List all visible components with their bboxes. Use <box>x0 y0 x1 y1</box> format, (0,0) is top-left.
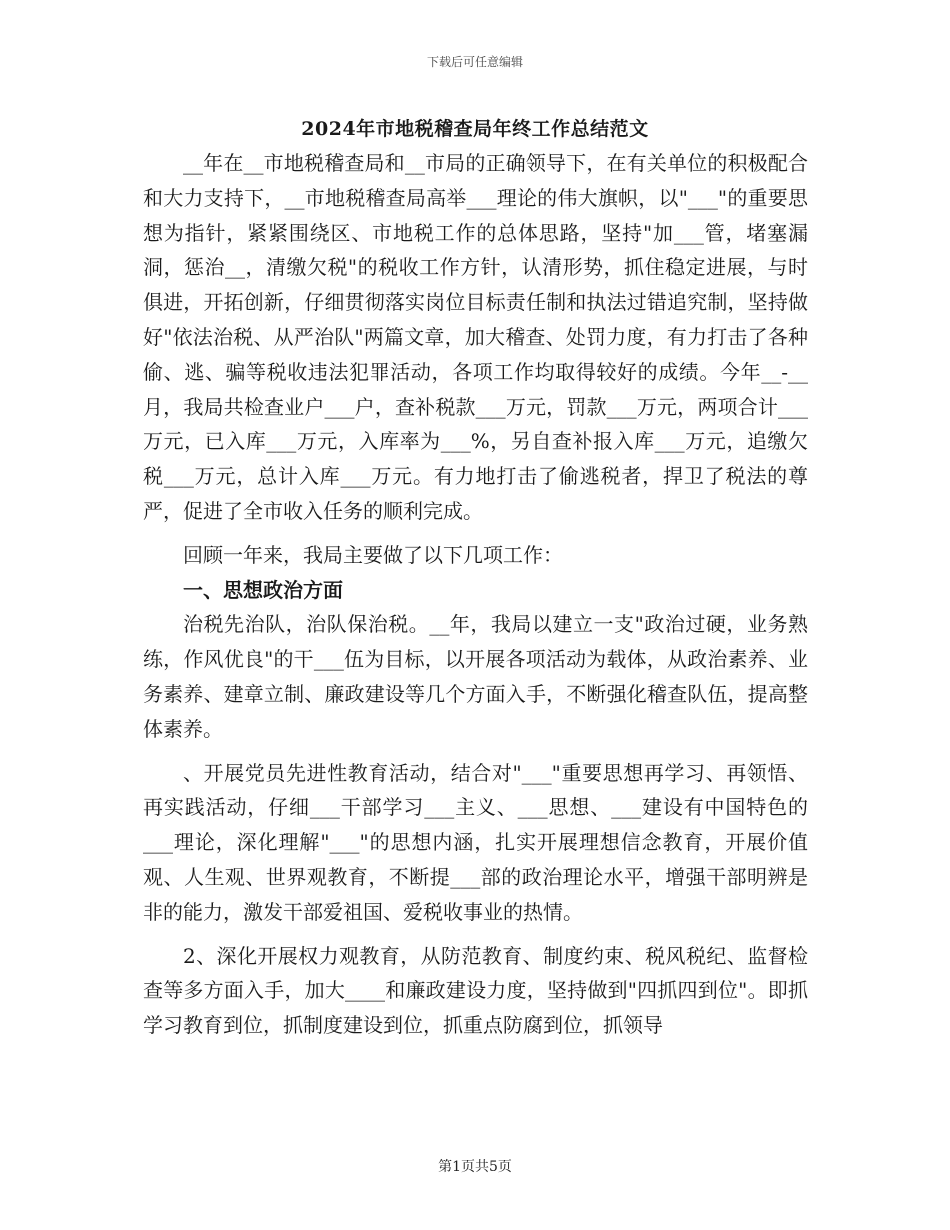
paragraph-party-education: 、开展党员先进性教育活动，结合对"___"重要思想再学习、再领悟、再实践活动，仔细___干部学习___主义、___思想、___建设有中国特色的___理论，深化理解"___"的思想内涵，扎实开展理想信念教育，开展价值观、人生观、世界观教育，不断提___部的政治理论水平，增强干部明辨是非的能力，激发干部爱祖国、爱税收事业的热情。 <box>143 760 808 924</box>
paragraph-team-building: 治税先治队，治队保治税。__年，我局以建立一支"政治过硬，业务熟练，作风优良"的干___伍为目标，以开展各项活动为载体，从政治素养、业务素养、建章立制、廉政建设等几个方面入手，不断强化稽查队伍，提高整体素养。 <box>143 612 808 741</box>
document-title: 2024年市地税稽查局年终工作总结范文 <box>301 118 649 140</box>
section-heading-ideology: 一、思想政治方面 <box>183 577 343 602</box>
page-number: 第1页共5页 <box>438 1159 512 1175</box>
document-body <box>143 146 808 1043</box>
page-header-note: 下载后可任意编辑 <box>426 55 523 69</box>
paragraph-review: 回顾一年来，我局主要做了以下几项工作： <box>183 542 563 567</box>
paragraph-power-education: 2、深化开展权力观教育，从防范教育、制度约束、税风税纪、监督检查等多方面入手，加大____和廉政建设力度，坚持做到"四抓四到位"。即抓学习教育到位，抓制度建设到位，抓重点防腐到位，抓领导 <box>143 943 808 1038</box>
paragraph-intro: __年在__市地税稽查局和__市局的正确领导下，在有关单位的积极配合和大力支持下，__市地税稽查局高举___理论的伟大旗帜，以"___"的重要思想为指针，紧紧围绕区、市地税工作的总体思路，坚持"加___管，堵塞漏洞，惩治__，清缴欠税"的税收工作方针，认清形势，抓住稳定进展，与时俱进，开拓创新，仔细贯彻落实岗位目标责任制和执法过错追究制，坚持做好"依法治税、从严治队"两篇文章，加大稽查、处罚力度，有力打击了各种偷、逃、骗等税收违法犯罪活动，各项工作均取得较好的成绩。今年__-__月，我局共检查业户___户，查补税款___万元，罚款___万元，两项合计___万元，已入库___万元，入库率为___%，另自查补报入库___万元，追缴欠税___万元，总计入库___万元。有力地打击了偷逃税者，捍卫了税法的尊严，促进了全市收入任务的顺利完成。 <box>143 151 808 523</box>
